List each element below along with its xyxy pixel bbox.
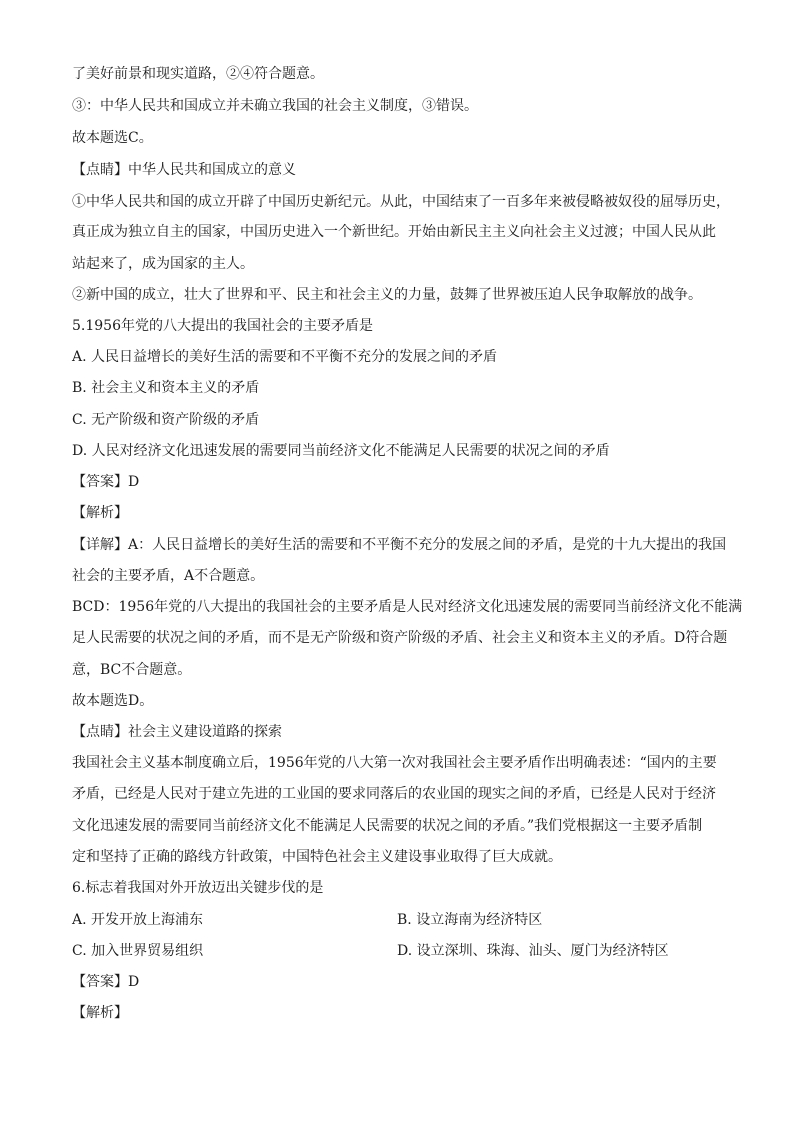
text-line: 了美好前景和现实道路，②④符合题意。: [72, 66, 324, 82]
text-line: 矛盾，已经是人民对于建立先进的工业国的要求同落后的农业国的现实之间的矛盾，已经是人民对于经济: [72, 786, 716, 802]
question-6-stem: 6.标志着我国对外开放迈出关键步伐的是: [72, 880, 324, 896]
question-5-stem: 5.1956年党的八大提出的我国社会的主要矛盾是: [72, 318, 373, 334]
text-line: 定和坚持了正确的路线方针政策，中国特色社会主义建设事业取得了巨大成就。: [72, 849, 562, 865]
option-d: D. 设立深圳、珠海、汕头、厦门为经济特区: [397, 943, 669, 959]
text-line: ①中华人民共和国的成立开辟了中国历史新纪元。从此，中国结束了一百多年来被侵略被奴役的屈辱历史，: [72, 194, 730, 210]
text-line: 故本题选C。: [72, 130, 153, 146]
analysis-heading: 【解析】: [72, 1005, 128, 1021]
text-line: 文化迅速发展的需要同当前经济文化不能满足人民需要的状况之间的矛盾。”我们党根据这一主要矛盾制: [72, 818, 703, 834]
option-b: B. 社会主义和资本主义的矛盾: [72, 380, 260, 396]
option-a: A. 开发开放上海浦东: [72, 912, 204, 928]
answer-line: 【答案】D: [72, 474, 140, 490]
option-c: C. 加入世界贸易组织: [72, 943, 204, 959]
analysis-heading: 【解析】: [72, 505, 128, 521]
answer-line: 【答案】D: [72, 974, 140, 990]
text-line: BCD：1956年党的八大提出的我国社会的主要矛盾是人民对经济文化迅速发展的需要同当前经济文化不能满: [72, 599, 743, 615]
key-point-heading: 【点睛】社会主义建设道路的探索: [72, 724, 282, 740]
text-line: 真正成为独立自主的国家，中国历史进入一个新世纪。开始由新民主主义向社会主义过渡；中国人民从此: [72, 224, 716, 240]
text-line: 我国社会主义基本制度确立后，1956年党的八大第一次对我国社会主要矛盾作出明确表述：“国内的主要: [72, 755, 717, 771]
text-line: 意，BC不合题意。: [72, 662, 192, 678]
text-line: 【详解】A：人民日益增长的美好生活的需要和不平衡不充分的发展之间的矛盾，是党的十九大提出的我国: [72, 537, 727, 553]
option-a: A. 人民日益增长的美好生活的需要和不平衡不充分的发展之间的矛盾: [72, 349, 498, 365]
text-line: 故本题选D。: [72, 693, 154, 709]
text-line: ③：中华人民共和国成立并未确立我国的社会主义制度，③错误。: [72, 98, 478, 114]
key-point-heading: 【点睛】中华人民共和国成立的意义: [72, 162, 296, 178]
option-d: D. 人民对经济文化迅速发展的需要同当前经济文化不能满足人民需要的状况之间的矛盾: [72, 443, 610, 459]
text-line: 足人民需要的状况之间的矛盾，而不是无产阶级和资产阶级的矛盾、社会主义和资本主义的矛盾。D符合题: [72, 630, 728, 646]
option-c: C. 无产阶级和资产阶级的矛盾: [72, 412, 260, 428]
text-line: ②新中国的成立，壮大了世界和平、民主和社会主义的力量，鼓舞了世界被压迫人民争取解放的战争。: [72, 287, 702, 303]
text-line: 社会的主要矛盾，A不合题意。: [72, 568, 265, 584]
text-line: 站起来了，成为国家的主人。: [72, 256, 254, 272]
option-b: B. 设立海南为经济特区: [397, 912, 543, 928]
